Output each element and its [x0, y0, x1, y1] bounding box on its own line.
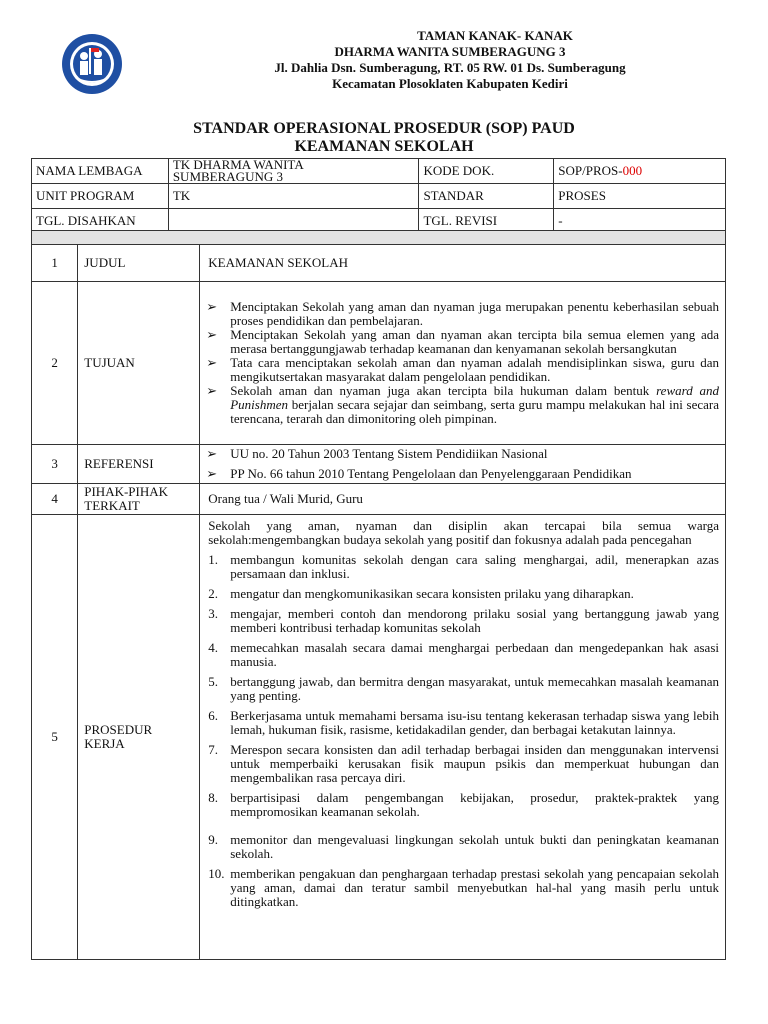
tujuan-item4-part-b: berjalan secara sejajar dan seimbang, serta guru mampu melakukan hal ini secara terencana, terarah dan dimonitoring oleh pimpinan.	[230, 397, 719, 426]
step-text: mengajar, memberi contoh dan mendorong prilaku sosial yang bertanggung jawab yang memberi kontribusi terhadap komunitas sekolah	[230, 606, 719, 635]
prosedur-step	[208, 553, 719, 581]
nama-lembaga-value	[168, 159, 419, 184]
row-pihak-terkait	[32, 484, 726, 515]
bullet-arrow-icon: ➢	[206, 299, 218, 314]
referensi-item-text: PP No. 66 tahun 2010 Tentang Pengelolaan dan Penyelenggaraan Pendidikan	[230, 466, 632, 481]
bullet-arrow-icon: ➢	[206, 355, 218, 370]
tujuan-item-text: Tata cara menciptakan sekolah aman dan nyaman adalah mendisiplinkan siswa, guru dan mengikutsertakan masyarakat dalam pengelolaan pendidikan.	[230, 355, 719, 384]
bullet-arrow-icon: ➢	[206, 383, 218, 398]
sop-content-table	[31, 230, 726, 960]
pihak-label: PIHAK-PIHAK TERKAIT	[78, 484, 200, 515]
tujuan-item-text	[230, 384, 719, 426]
pihak-value: Orang tua / Wali Murid, Guru	[200, 484, 726, 515]
step-text: membangun komunitas sekolah dengan cara saling menghargai, adil, menerapkan azas persamaan dan inklusi.	[230, 552, 719, 581]
letterhead-text	[240, 28, 660, 92]
prosedur-step	[208, 709, 719, 737]
bullet-arrow-icon: ➢	[206, 466, 218, 481]
school-district: Kecamatan Plosoklaten Kabupaten Kediri	[332, 76, 568, 91]
standar-label: STANDAR	[419, 184, 554, 209]
prosedur-intro: Sekolah yang aman, nyaman dan disiplin akan tercapai bila semua warga sekolah:mengembangkan budaya sekolah yang positif dan fokusnya adalah pada pencegahan	[208, 518, 719, 547]
referensi-label: REFERENSI	[78, 445, 200, 484]
school-logo	[60, 32, 124, 96]
kode-dok-value	[554, 159, 726, 184]
step-text: memonitor dan mengevaluasi lingkungan sekolah untuk bukti dan peningkatan keamanan sekolah.	[230, 832, 719, 861]
separator-cell	[32, 231, 726, 245]
step-number: 8.	[208, 790, 218, 805]
school-name: DHARMA WANITA SUMBERAGUNG 3	[334, 44, 566, 59]
kode-dok-number: 000	[622, 163, 643, 178]
prosedur-step	[208, 867, 719, 909]
step-number: 10.	[208, 866, 225, 881]
prosedur-step	[208, 675, 719, 703]
tujuan-item	[204, 384, 719, 426]
referensi-number: 3	[32, 445, 78, 484]
info-row-unit	[32, 184, 726, 209]
nama-lembaga-line2: SUMBERAGUNG 3	[172, 169, 283, 184]
referensi-item	[204, 467, 721, 481]
info-row-lembaga	[32, 159, 726, 184]
prosedur-step	[208, 641, 719, 669]
separator-row	[32, 231, 726, 245]
step-text: bertanggung jawab, dan bermitra dengan masyarakat, untuk memecahkan masalah keamanan yang penting.	[230, 674, 719, 703]
prosedur-label: PROSEDUR KERJA	[78, 515, 200, 960]
prosedur-step	[208, 743, 719, 785]
step-number: 5.	[208, 674, 218, 689]
prosedur-content	[200, 515, 726, 960]
step-text: berpartisipasi dalam pengembangan kebijakan, prosedur, praktek-praktek yang mempromosikan keamanan sekolah.	[230, 790, 719, 819]
row-tujuan	[32, 282, 726, 445]
step-number: 1.	[208, 552, 218, 567]
tujuan-item	[204, 300, 719, 328]
step-number: 4.	[208, 640, 218, 655]
step-number: 2.	[208, 586, 218, 601]
prosedur-number: 5	[32, 515, 78, 960]
document-title: STANDAR OPERASIONAL PROSEDUR (SOP) PAUD	[193, 120, 575, 137]
referensi-item-text: UU no. 20 Tahun 2003 Tentang Sistem Pendidiikan Nasional	[230, 446, 548, 461]
nama-lembaga-label: NAMA LEMBAGA	[32, 159, 169, 184]
tujuan-item-text: Menciptakan Sekolah yang aman dan nyaman akan tercipta bila semua elemen yang ada merasa bertanggungjawab terhadap keamanan dan kenyamanan sekolah bersangkutan	[230, 327, 719, 356]
prosedur-step	[208, 833, 719, 861]
row-prosedur-kerja	[32, 515, 726, 960]
tujuan-number: 2	[32, 282, 78, 445]
document-subtitle: KEAMANAN SEKOLAH	[294, 138, 474, 155]
tujuan-label: TUJUAN	[78, 282, 200, 445]
tujuan-item-text: Menciptakan Sekolah yang aman dan nyaman juga merupakan penentu keberhasilan sebuah proses pendidikan dan pembelajaran.	[230, 299, 719, 328]
prosedur-step	[208, 607, 719, 635]
referensi-item	[204, 447, 721, 461]
judul-label: JUDUL	[78, 245, 200, 282]
school-address: Jl. Dahlia Dsn. Sumberagung, RT. 05 RW. 01 Ds. Sumberagung	[274, 60, 626, 75]
tujuan-item4-italic: reward and Punishmen	[230, 383, 720, 412]
step-text: memberikan pengakuan dan penghargaan terhadap prestasi sekolah yang pencapaian sekolah yang aman, damai dan teratur sambil menyebutkan hal-hal yang masih perlu untuk ditingkatkan.	[230, 866, 719, 909]
bullet-arrow-icon: ➢	[206, 327, 218, 342]
step-number: 3.	[208, 606, 218, 621]
row-judul	[32, 245, 726, 282]
bullet-arrow-icon: ➢	[206, 446, 218, 461]
pihak-number: 4	[32, 484, 78, 515]
step-number: 7.	[208, 742, 218, 757]
step-text: memecahkan masalah secara damai menghargai perbedaan dan mengedepankan hak asasi manusia.	[230, 640, 719, 669]
standar-value: PROSES	[554, 184, 726, 209]
tujuan-item4-part-a: Sekolah aman dan nyaman juga akan tercipta bila hukuman dalam bentuk	[230, 383, 650, 398]
unit-program-value: TK	[168, 184, 419, 209]
prosedur-step	[208, 791, 719, 819]
judul-value: KEAMANAN SEKOLAH	[200, 245, 726, 282]
tgl-disahkan-label: TGL. DISAHKAN	[32, 209, 169, 234]
row-referensi	[32, 445, 726, 484]
step-number: 9.	[208, 832, 218, 847]
kode-dok-label: KODE DOK.	[419, 159, 554, 184]
unit-program-label: UNIT PROGRAM	[32, 184, 169, 209]
step-text: Berkerjasama untuk memahami bersama isu-isu tentang kekerasan terhadap siswa yang lebih lemah, hukuman fisik, rasisme, ketidakadilan gender, dan berbagai ketakutan lainnya.	[230, 708, 719, 737]
tgl-revisi-label: TGL. REVISI	[419, 209, 554, 234]
judul-number: 1	[32, 245, 78, 282]
step-number: 6.	[208, 708, 218, 723]
letterhead	[0, 0, 768, 110]
tujuan-item	[204, 356, 719, 384]
document-info-table	[31, 158, 726, 234]
step-text: mengatur dan mengkomunikasikan secara konsisten prilaku yang diharapkan.	[230, 586, 634, 601]
referensi-list	[200, 445, 726, 484]
tgl-revisi-value: -	[554, 209, 726, 234]
prosedur-steps	[208, 553, 719, 909]
kode-dok-prefix: SOP/PROS-	[558, 163, 623, 178]
step-text: Merespon secara konsisten dan adil terhadap berbagai insiden dan menggunakan intervensi untuk memperbaiki kerusakan fisik maupun psikis dan memperkuat hubungan dan mengembalikan rasa percaya diri.	[230, 742, 719, 785]
tujuan-list	[200, 282, 726, 445]
tujuan-item	[204, 328, 719, 356]
school-type: TAMAN KANAK- KANAK	[417, 28, 573, 43]
nama-lembaga-line1: TK DHARMA WANITA	[172, 157, 304, 172]
prosedur-step	[208, 587, 719, 601]
